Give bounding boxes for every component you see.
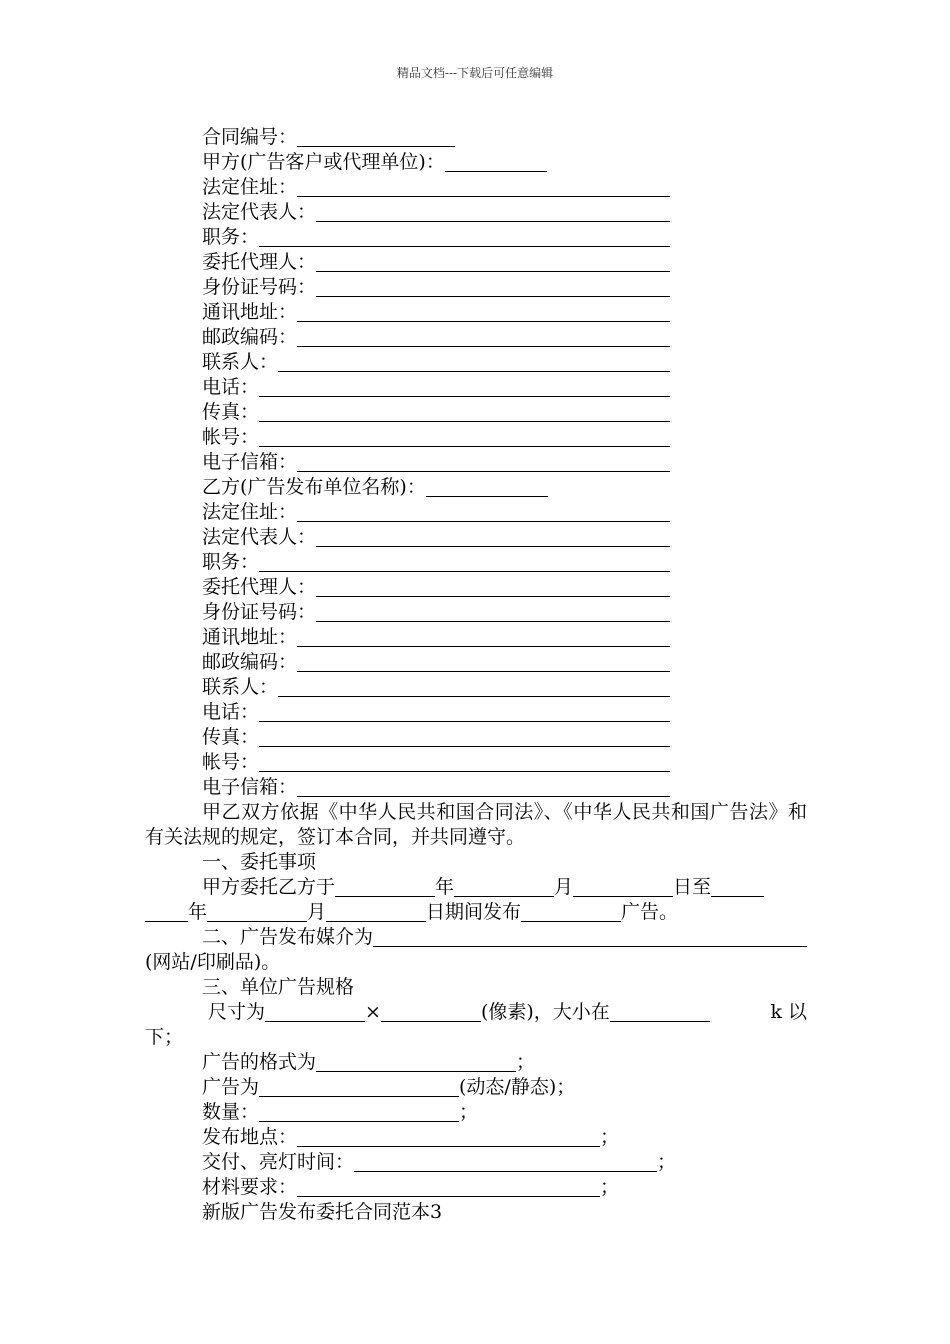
party-a-field-line [145, 300, 807, 325]
field-blank [259, 553, 670, 572]
end-day-blank [326, 903, 426, 922]
field-blank [297, 453, 670, 472]
field-blank [278, 353, 670, 372]
qty-label: 数量： [202, 1101, 260, 1123]
field-blank [297, 778, 670, 797]
party-b-heading: 乙方(广告发布单位名称)： [202, 476, 426, 498]
field-blank [278, 678, 670, 697]
party-b-field-line [145, 500, 807, 525]
field-label: 职务： [202, 226, 260, 248]
field-blank [297, 503, 670, 522]
section2-note: (网站/印刷品)。 [145, 951, 281, 973]
field-label: 联系人： [202, 676, 279, 698]
section2-title: 二、广告发布媒介为 [202, 926, 374, 948]
field-blank [259, 228, 670, 247]
field-blank [297, 653, 670, 672]
field-blank [297, 628, 670, 647]
party-a-heading: 甲方(广告客户或代理单位)： [202, 151, 445, 173]
party-a-field-line [145, 350, 807, 375]
party-a-field-line [145, 200, 807, 225]
field-label: 传真： [202, 726, 260, 748]
party-b-field-line [145, 750, 807, 775]
size-label: 尺寸为 [208, 1001, 266, 1023]
year-label: 年 [435, 876, 455, 898]
party-b-field-line [145, 525, 807, 550]
field-blank [316, 253, 670, 272]
month-label: 月 [554, 876, 574, 898]
start-day-blank [573, 878, 673, 897]
qty-semicolon: ； [459, 1101, 479, 1123]
party-b-field-line [145, 700, 807, 725]
end-month-blank [207, 903, 307, 922]
material-label: 材料要求： [202, 1176, 298, 1198]
party-a-field-line [145, 250, 807, 275]
section1-title-line [145, 850, 807, 875]
format-semicolon: ； [516, 1051, 536, 1073]
start-month-blank [454, 878, 554, 897]
place-semicolon: ； [600, 1126, 620, 1148]
field-blank [259, 753, 670, 772]
material-semicolon: ； [600, 1176, 620, 1198]
field-label: 通讯地址： [202, 301, 298, 323]
party-a-field-line [145, 425, 807, 450]
party-b-name-blank [426, 478, 548, 497]
party-b-field-line [145, 550, 807, 575]
format-line [145, 1050, 807, 1075]
section1-text-a: 甲方委托乙方于 [202, 876, 336, 898]
party-a-field-line [145, 225, 807, 250]
party-a-field-line [145, 275, 807, 300]
field-blank [259, 378, 670, 397]
footer-title: 新版广告发布委托合同范本3 [202, 1201, 443, 1223]
field-blank [316, 278, 670, 297]
type-label: 广告为 [202, 1076, 260, 1098]
party-b-field-line [145, 600, 807, 625]
intro-paragraph: 甲乙双方依据《中华人民共和国合同法》、《中华人民共和国广告法》和有关法规的规定，签订本合同，并共同遵守。 [145, 801, 807, 848]
material-blank [297, 1178, 600, 1197]
filesize-blank [610, 1003, 710, 1022]
field-label: 法定代表人： [202, 201, 317, 223]
field-blank [316, 528, 670, 547]
height-blank [381, 1003, 481, 1022]
section3-title-line [145, 975, 807, 1000]
field-label: 法定住址： [202, 176, 298, 198]
field-label: 身份证号码： [202, 601, 317, 623]
media-blank [373, 928, 807, 947]
type-note: (动态/静态)； [459, 1076, 576, 1098]
party-b-field-line [145, 675, 807, 700]
footer-title-line [145, 1200, 807, 1225]
format-label: 广告的格式为 [202, 1051, 317, 1073]
k-label: k 以 [770, 1001, 807, 1023]
contract-number-blank [297, 128, 455, 147]
year-label-2: 年 [188, 901, 208, 923]
field-blank [316, 203, 670, 222]
size-line-cont [145, 1025, 807, 1050]
party-a-field-line [145, 450, 807, 475]
party-a-field-line [145, 400, 807, 425]
field-blank [316, 578, 670, 597]
type-line [145, 1075, 807, 1100]
place-blank [297, 1128, 600, 1147]
field-blank [259, 428, 670, 447]
party-a-fields [145, 175, 807, 475]
field-label: 电话： [202, 701, 260, 723]
field-blank [297, 328, 670, 347]
pixel-label: (像素)，大小在 [480, 1001, 610, 1023]
field-label: 电子信箱： [202, 451, 298, 473]
field-label: 帐号： [202, 426, 260, 448]
section3-title: 三、单位广告规格 [202, 976, 355, 998]
party-b-fields [145, 500, 807, 800]
month-label-2: 月 [307, 901, 327, 923]
delivery-semicolon: ； [657, 1151, 677, 1173]
party-b-field-line [145, 775, 807, 800]
field-label: 电子信箱： [202, 776, 298, 798]
field-label: 电话： [202, 376, 260, 398]
field-blank [259, 728, 670, 747]
material-line [145, 1175, 807, 1200]
party-a-field-line [145, 325, 807, 350]
field-label: 传真： [202, 401, 260, 423]
party-a-field-line [145, 175, 807, 200]
field-blank [259, 703, 670, 722]
delivery-blank [354, 1153, 657, 1172]
ad-name-blank [521, 903, 621, 922]
field-label: 法定代表人： [202, 526, 317, 548]
party-a-name-blank [445, 153, 547, 172]
place-line [145, 1125, 807, 1150]
place-label: 发布地点： [202, 1126, 298, 1148]
contract-number-line [145, 125, 807, 150]
field-label: 委托代理人： [202, 576, 317, 598]
qty-line [145, 1100, 807, 1125]
field-label: 邮政编码： [202, 651, 298, 673]
section2-line [145, 925, 807, 950]
format-blank [316, 1053, 516, 1072]
field-blank [259, 403, 670, 422]
field-label: 帐号： [202, 751, 260, 773]
end-year-blank-b [145, 903, 188, 922]
field-label: 法定住址： [202, 501, 298, 523]
start-year-blank [335, 878, 435, 897]
page-header: 精品文档---下载后可任意编辑 [396, 66, 554, 80]
section1-line2 [145, 900, 807, 925]
below-label: 下； [145, 1026, 184, 1048]
field-label: 身份证号码： [202, 276, 317, 298]
party-b-field-line [145, 625, 807, 650]
section2-note-line [145, 950, 807, 975]
party-b-field-line [145, 650, 807, 675]
field-label: 通讯地址： [202, 626, 298, 648]
field-blank [297, 303, 670, 322]
section1-title: 一、委托事项 [202, 851, 317, 873]
delivery-label: 交付、亮灯时间： [202, 1151, 355, 1173]
party-a-field-line [145, 375, 807, 400]
times-sign: × [365, 1001, 381, 1023]
field-label: 联系人： [202, 351, 279, 373]
field-label: 委托代理人： [202, 251, 317, 273]
field-blank [297, 178, 670, 197]
party-b-heading-line [145, 475, 807, 500]
party-a-heading-line [145, 150, 807, 175]
size-line [145, 1000, 807, 1025]
field-label: 邮政编码： [202, 326, 298, 348]
party-b-field-line [145, 725, 807, 750]
delivery-line [145, 1150, 807, 1175]
day-to-label: 日至 [673, 876, 712, 898]
qty-blank [259, 1103, 459, 1122]
section1-line1 [145, 875, 807, 900]
party-b-field-line [145, 575, 807, 600]
end-year-blank-a [711, 878, 764, 897]
ad-label: 广告。 [621, 901, 679, 923]
type-blank [259, 1078, 459, 1097]
field-blank [316, 603, 670, 622]
contract-number-label: 合同编号： [202, 126, 298, 148]
contract-body [145, 125, 807, 1225]
width-blank [265, 1003, 365, 1022]
period-label: 日期间发布 [426, 901, 522, 923]
field-label: 职务： [202, 551, 260, 573]
